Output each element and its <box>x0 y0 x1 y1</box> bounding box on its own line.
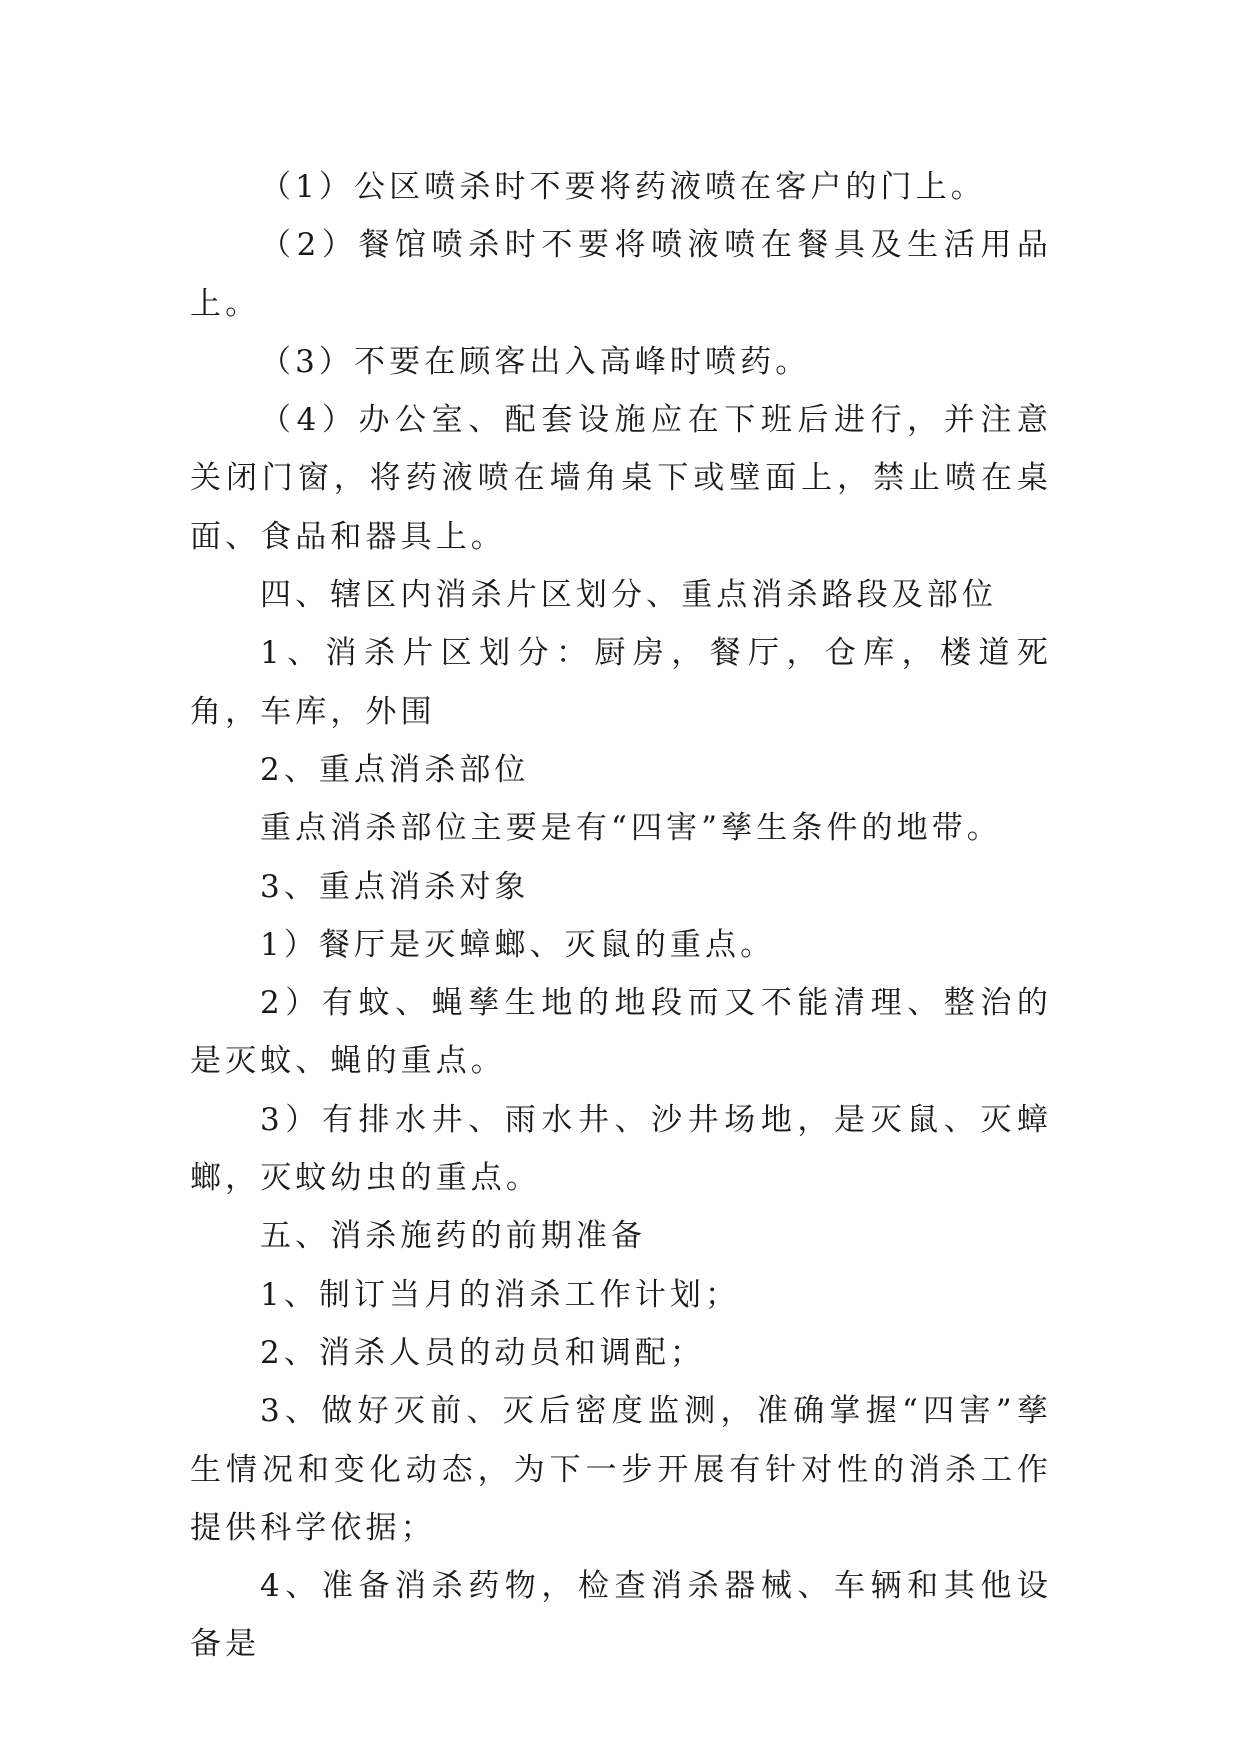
paragraph-prep-4: 4、准备消杀药物，检查消杀器械、车辆和其他设备是 <box>190 1568 1052 1663</box>
section-heading-5: 五、消杀施药的前期准备 <box>260 1218 647 1255</box>
paragraph-key-areas: 重点消杀部位主要是有“四害”孳生条件的地带。 <box>260 810 1002 847</box>
paragraph-target-2: 2）有蚊、蝇孳生地的地段而又不能清理、整治的是灭蚊、蝇的重点。 <box>190 985 1052 1080</box>
paragraph-prep-3: 3、做好灭前、灭后密度监测，准确掌握“四害”孳生情况和变化动态，为下一步开展有针对性的消杀工作提供科学依据； <box>190 1393 1052 1546</box>
paragraph-spray-note-3: （3）不要在顾客出入高峰时喷药。 <box>260 343 811 380</box>
paragraph-spray-note-1: （1）公区喷杀时不要将药液喷在客户的门上。 <box>260 169 986 205</box>
paragraph-target-1: 1）餐厅是灭蟑螂、灭鼠的重点。 <box>260 926 776 963</box>
paragraph-key-targets-heading: 3、重点消杀对象 <box>260 868 530 905</box>
document-page <box>190 158 1052 1674</box>
paragraph-zone-division: 1、消杀片区划分：厨房，餐厅，仓库，楼道死角，车库，外围 <box>190 635 1052 730</box>
paragraph-spray-note-4: （4）办公室、配套设施应在下班后进行，并注意关闭门窗，将药液喷在墙角桌下或壁面上，禁止喷在桌面、食品和器具上。 <box>190 402 1052 555</box>
section-heading-4: 四、辖区内消杀片区划分、重点消杀路段及部位 <box>260 577 998 614</box>
paragraph-prep-2: 2、消杀人员的动员和调配； <box>260 1334 706 1371</box>
paragraph-key-areas-heading: 2、重点消杀部位 <box>260 751 530 788</box>
paragraph-prep-1: 1、制订当月的消杀工作计划； <box>260 1276 741 1313</box>
paragraph-target-3: 3）有排水井、雨水井、沙井场地，是灭鼠、灭蟑螂，灭蚊幼虫的重点。 <box>190 1101 1052 1197</box>
paragraph-spray-note-2: （2）餐馆喷杀时不要将喷液喷在餐具及生活用品上。 <box>190 227 1052 322</box>
